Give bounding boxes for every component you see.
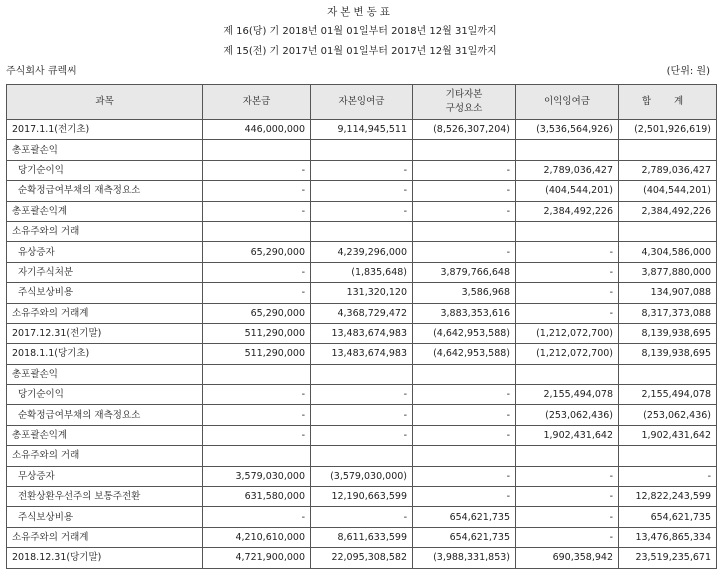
- row-label: 유상증자: [7, 242, 203, 262]
- cell-value: -: [413, 201, 516, 221]
- cell-value: 2,789,036,427: [516, 160, 619, 180]
- cell-value: (3,988,331,853): [413, 548, 516, 568]
- row-label: 총포괄손익: [7, 364, 203, 384]
- cell-value: -: [413, 385, 516, 405]
- row-label: 전환상환우선주의 보통주전환: [7, 487, 203, 507]
- cell-value: 631,580,000: [203, 487, 311, 507]
- table-row: [7, 364, 717, 384]
- cell-value: [311, 140, 413, 160]
- cell-value: (2,501,926,619): [619, 120, 717, 140]
- cell-value: [311, 364, 413, 384]
- cell-value: -: [203, 425, 311, 445]
- cell-value: 2,155,494,078: [619, 385, 717, 405]
- cell-value: -: [311, 405, 413, 425]
- cell-value: 4,721,900,000: [203, 548, 311, 568]
- cell-value: -: [516, 527, 619, 547]
- table-row: [7, 221, 717, 241]
- cell-value: [516, 140, 619, 160]
- column-header-share-capital: 자본금: [203, 85, 311, 120]
- cell-value: [203, 364, 311, 384]
- cell-value: 13,476,865,334: [619, 527, 717, 547]
- cell-value: 654,621,735: [619, 507, 717, 527]
- cell-value: 23,519,235,671: [619, 548, 717, 568]
- cell-value: 2,789,036,427: [619, 160, 717, 180]
- cell-value: (4,642,953,588): [413, 323, 516, 343]
- row-label: 소유주와의 거래계: [7, 303, 203, 323]
- column-header-other-capital-text: 기타자본 구성요소: [445, 89, 483, 114]
- row-label: 총포괄손익계: [7, 201, 203, 221]
- cell-value: -: [203, 160, 311, 180]
- cell-value: [619, 446, 717, 466]
- cell-value: -: [516, 487, 619, 507]
- table-row: [7, 283, 717, 303]
- cell-value: 22,095,308,582: [311, 548, 413, 568]
- cell-value: -: [413, 405, 516, 425]
- row-label: 순확정급여부채의 재측정요소: [7, 405, 203, 425]
- cell-value: [203, 221, 311, 241]
- row-label: 소유주와의 거래: [7, 446, 203, 466]
- row-label: 순확정급여부채의 재측정요소: [7, 181, 203, 201]
- table-row: [7, 405, 717, 425]
- cell-value: (253,062,436): [516, 405, 619, 425]
- table-row: [7, 120, 717, 140]
- cell-value: -: [203, 283, 311, 303]
- company-name: 주식회사 큐렉씨: [6, 66, 77, 77]
- row-label: 2018.12.31(당기말): [7, 548, 203, 568]
- cell-value: 3,879,766,648: [413, 262, 516, 282]
- row-label: 무상증자: [7, 466, 203, 486]
- cell-value: [413, 140, 516, 160]
- table-row: [7, 487, 717, 507]
- cell-value: (404,544,201): [516, 181, 619, 201]
- cell-value: [203, 446, 311, 466]
- cell-value: (1,212,072,700): [516, 323, 619, 343]
- cell-value: -: [311, 201, 413, 221]
- cell-value: -: [203, 201, 311, 221]
- cell-value: -: [311, 425, 413, 445]
- cell-value: -: [203, 385, 311, 405]
- cell-value: (3,536,564,926): [516, 120, 619, 140]
- cell-value: (404,544,201): [619, 181, 717, 201]
- cell-value: -: [413, 242, 516, 262]
- table-row: [7, 425, 717, 445]
- table-row: [7, 466, 717, 486]
- row-label: 2017.1.1(전기초): [7, 120, 203, 140]
- column-header-account: 과목: [7, 85, 203, 120]
- cell-value: -: [413, 425, 516, 445]
- cell-value: 13,483,674,983: [311, 323, 413, 343]
- row-label: 주식보상비용: [7, 283, 203, 303]
- row-label: 총포괄손익계: [7, 425, 203, 445]
- cell-value: -: [311, 385, 413, 405]
- table-row: [7, 262, 717, 282]
- cell-value: 4,304,586,000: [619, 242, 717, 262]
- cell-value: -: [516, 507, 619, 527]
- row-label: 주식보상비용: [7, 507, 203, 527]
- row-label: 2017.12.31(전기말): [7, 323, 203, 343]
- cell-value: [311, 221, 413, 241]
- row-label: 2018.1.1(당기초): [7, 344, 203, 364]
- cell-value: [619, 364, 717, 384]
- cell-value: 4,210,610,000: [203, 527, 311, 547]
- cell-value: 8,611,633,599: [311, 527, 413, 547]
- cell-value: 2,155,494,078: [516, 385, 619, 405]
- cell-value: [311, 446, 413, 466]
- cell-value: 3,579,030,000: [203, 466, 311, 486]
- cell-value: -: [516, 283, 619, 303]
- cell-value: 13,483,674,983: [311, 344, 413, 364]
- table-row: [7, 385, 717, 405]
- cell-value: [516, 446, 619, 466]
- cell-value: 511,290,000: [203, 344, 311, 364]
- current-period: 제 16(당) 기 2018년 01월 01일부터 2018년 12월 31일까지: [223, 26, 497, 37]
- prior-period: 제 15(전) 기 2017년 01월 01일부터 2017년 12월 31일까지: [223, 46, 497, 57]
- cell-value: (4,642,953,588): [413, 344, 516, 364]
- header-row: [7, 85, 717, 120]
- table-row: [7, 344, 717, 364]
- cell-value: 12,822,243,599: [619, 487, 717, 507]
- cell-value: -: [413, 487, 516, 507]
- cell-value: 3,586,968: [413, 283, 516, 303]
- table-row: [7, 242, 717, 262]
- cell-value: (1,212,072,700): [516, 344, 619, 364]
- cell-value: 2,384,492,226: [619, 201, 717, 221]
- table-row: [7, 140, 717, 160]
- cell-value: (3,579,030,000): [311, 466, 413, 486]
- cell-value: [619, 140, 717, 160]
- row-label: 총포괄손익: [7, 140, 203, 160]
- cell-value: 134,907,088: [619, 283, 717, 303]
- row-label: 당기순이익: [7, 160, 203, 180]
- cell-value: 690,358,942: [516, 548, 619, 568]
- cell-value: 446,000,000: [203, 120, 311, 140]
- cell-value: 2,384,492,226: [516, 201, 619, 221]
- column-header-capital-surplus: 자본잉여금: [311, 85, 413, 120]
- statement-title: 자본변동표: [327, 6, 393, 18]
- cell-value: 4,368,729,472: [311, 303, 413, 323]
- cell-value: 12,190,663,599: [311, 487, 413, 507]
- cell-value: -: [311, 160, 413, 180]
- cell-value: -: [311, 507, 413, 527]
- cell-value: 3,883,353,616: [413, 303, 516, 323]
- table-row: [7, 527, 717, 547]
- cell-value: 131,320,120: [311, 283, 413, 303]
- cell-value: [203, 140, 311, 160]
- cell-value: -: [516, 242, 619, 262]
- cell-value: [413, 364, 516, 384]
- table-row: [7, 303, 717, 323]
- equity-statement-table: [6, 84, 717, 569]
- cell-value: -: [203, 405, 311, 425]
- cell-value: 654,621,735: [413, 507, 516, 527]
- cell-value: -: [311, 181, 413, 201]
- table-body: [7, 120, 717, 569]
- table-row: [7, 507, 717, 527]
- cell-value: 511,290,000: [203, 323, 311, 343]
- cell-value: 65,290,000: [203, 242, 311, 262]
- cell-value: (253,062,436): [619, 405, 717, 425]
- cell-value: -: [203, 181, 311, 201]
- cell-value: -: [413, 160, 516, 180]
- table-row: [7, 160, 717, 180]
- cell-value: 65,290,000: [203, 303, 311, 323]
- cell-value: [413, 446, 516, 466]
- row-label: 당기순이익: [7, 385, 203, 405]
- row-label: 소유주와의 거래계: [7, 527, 203, 547]
- column-header-other-capital: [413, 85, 516, 120]
- column-header-total: 합 계: [619, 85, 717, 120]
- cell-value: -: [413, 181, 516, 201]
- table-row: [7, 548, 717, 568]
- cell-value: -: [516, 303, 619, 323]
- cell-value: 654,621,735: [413, 527, 516, 547]
- cell-value: 8,317,373,088: [619, 303, 717, 323]
- cell-value: [413, 221, 516, 241]
- currency-unit: (단위: 원): [666, 66, 710, 77]
- cell-value: -: [203, 507, 311, 527]
- cell-value: [516, 364, 619, 384]
- cell-value: -: [203, 262, 311, 282]
- row-label: 자기주식처분: [7, 262, 203, 282]
- cell-value: [516, 221, 619, 241]
- cell-value: 3,877,880,000: [619, 262, 717, 282]
- cell-value: (1,835,648): [311, 262, 413, 282]
- cell-value: -: [413, 466, 516, 486]
- cell-value: -: [516, 466, 619, 486]
- cell-value: 1,902,431,642: [619, 425, 717, 445]
- column-header-retained-earnings: 이익잉여금: [516, 85, 619, 120]
- table-row: [7, 323, 717, 343]
- cell-value: 8,139,938,695: [619, 323, 717, 343]
- cell-value: 4,239,296,000: [311, 242, 413, 262]
- row-label: 소유주와의 거래: [7, 221, 203, 241]
- cell-value: -: [619, 466, 717, 486]
- table-row: [7, 181, 717, 201]
- cell-value: (8,526,307,204): [413, 120, 516, 140]
- cell-value: 9,114,945,511: [311, 120, 413, 140]
- cell-value: [619, 221, 717, 241]
- table-row: [7, 446, 717, 466]
- cell-value: 1,902,431,642: [516, 425, 619, 445]
- table-row: [7, 201, 717, 221]
- cell-value: 8,139,938,695: [619, 344, 717, 364]
- cell-value: -: [516, 262, 619, 282]
